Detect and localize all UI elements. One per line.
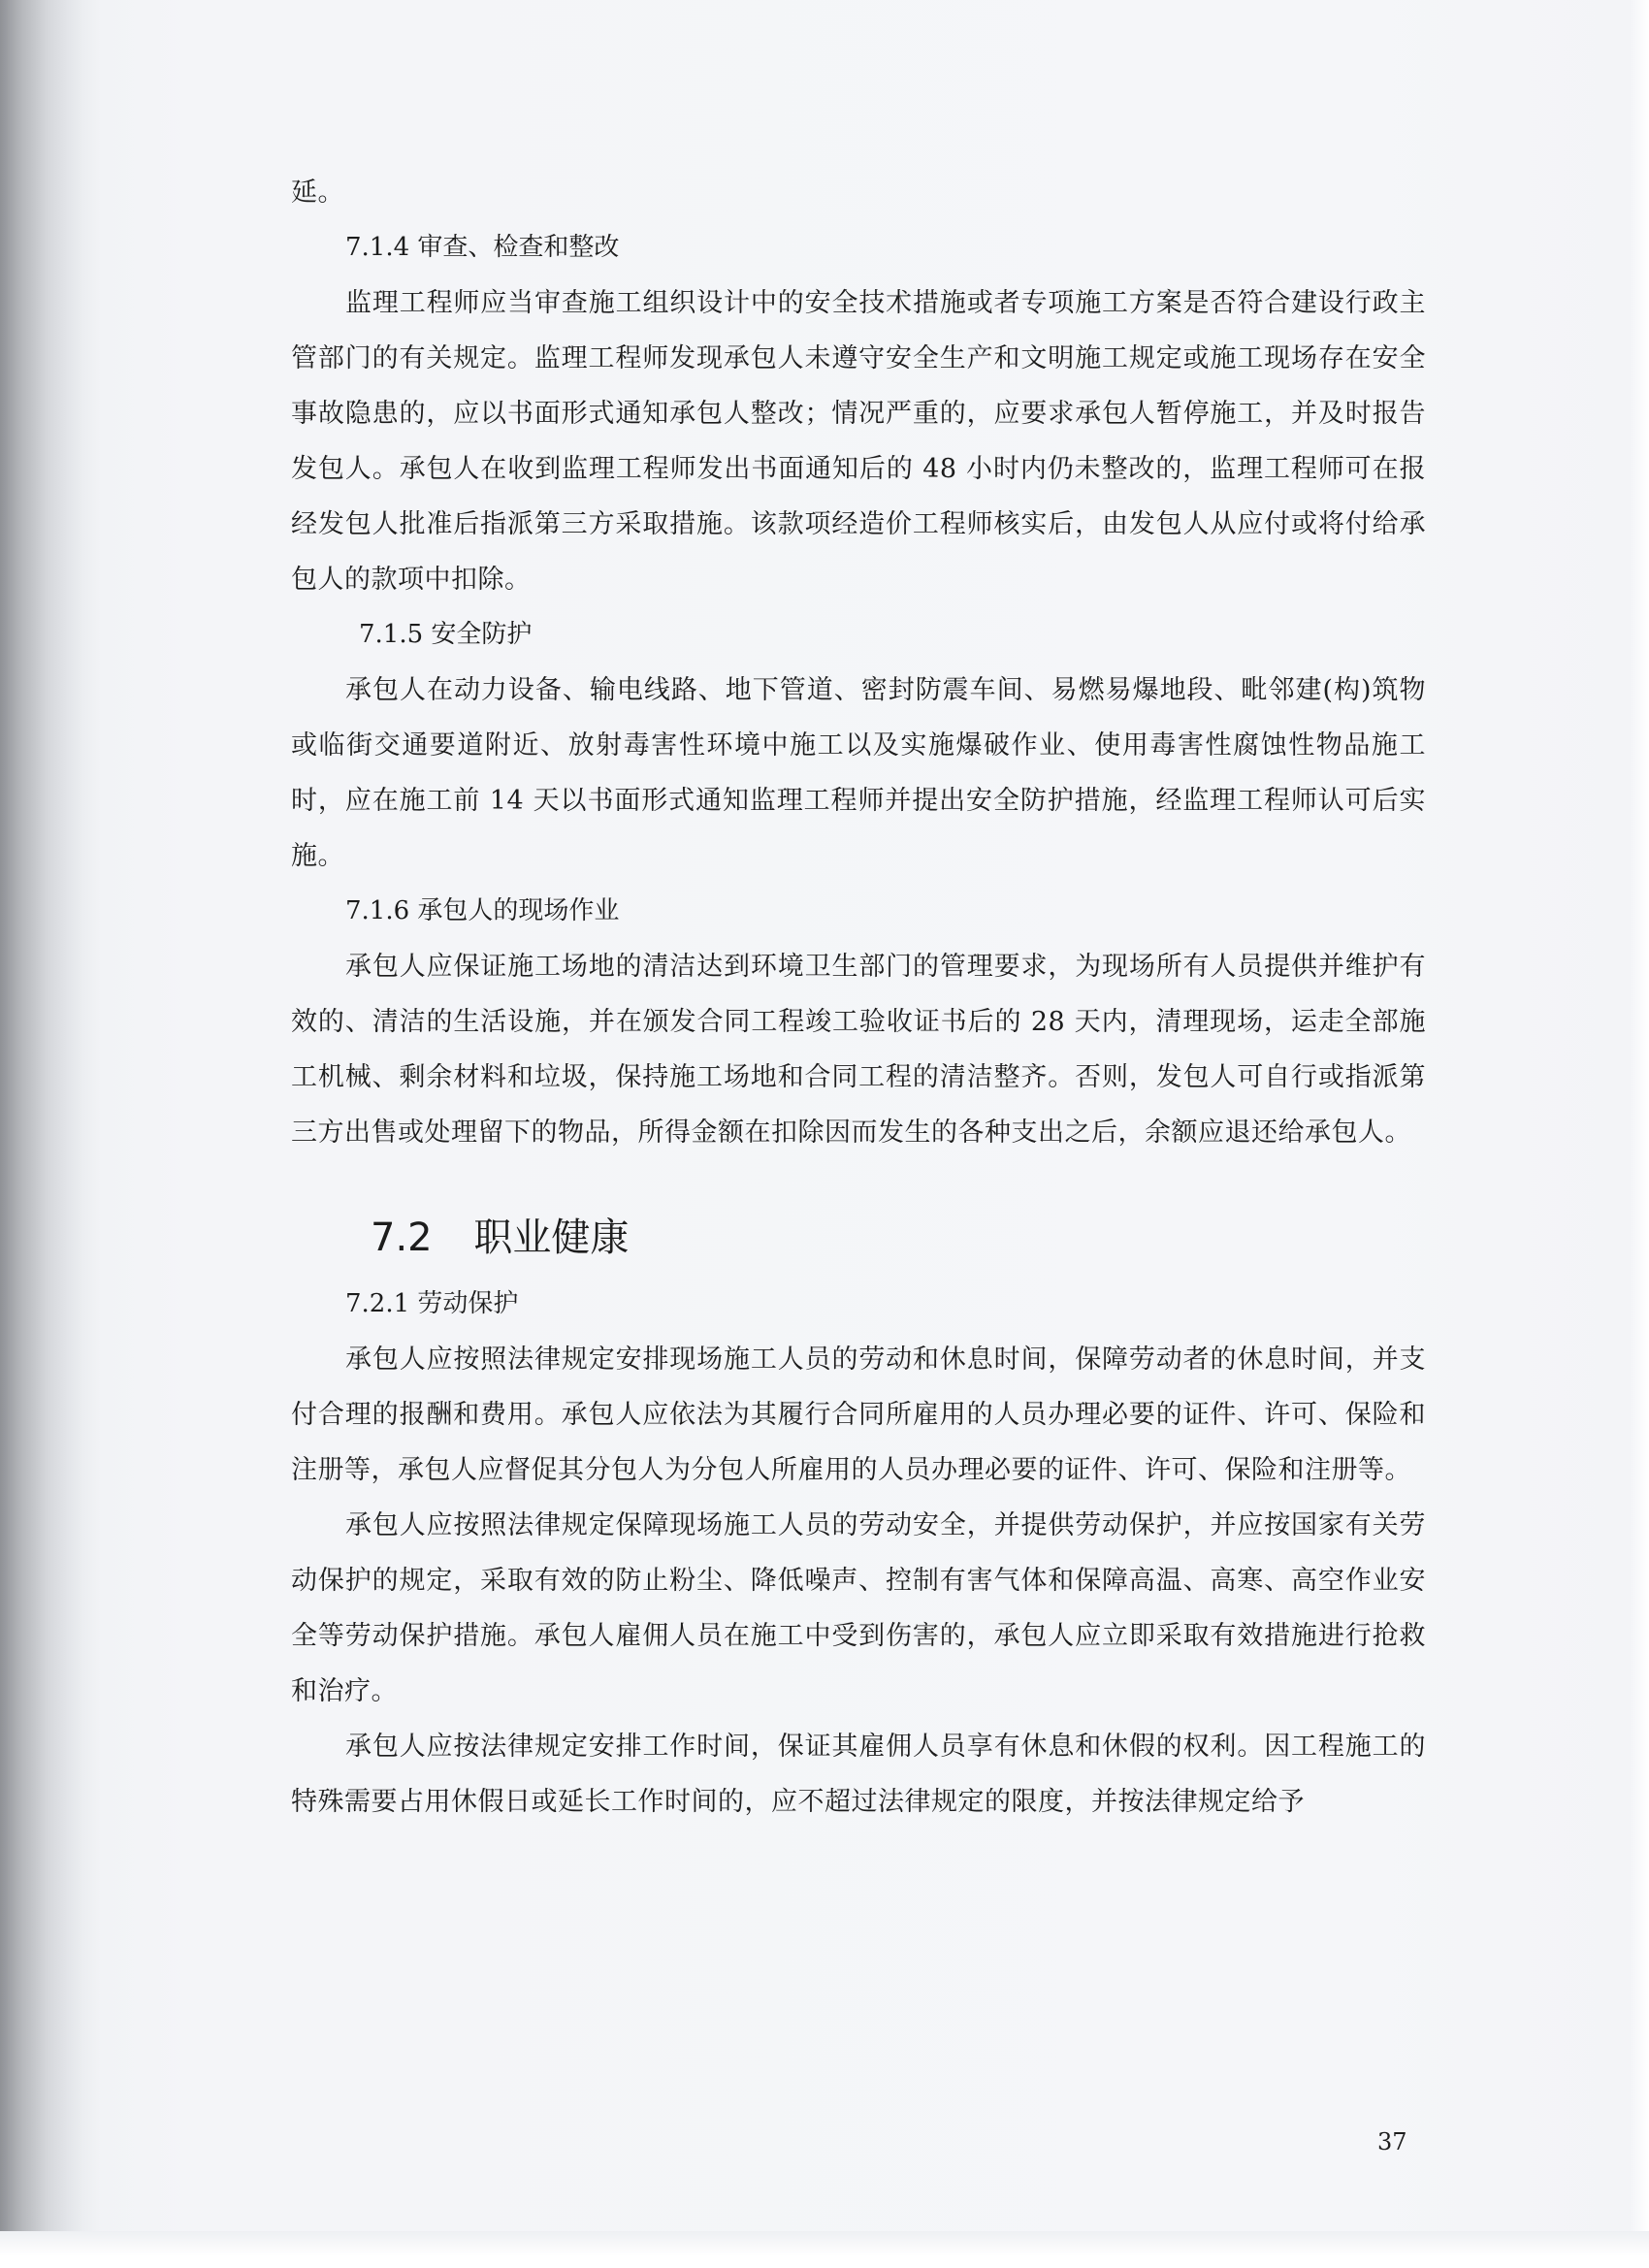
subsection-heading-7-1-6: 7.1.6 承包人的现场作业 (345, 896, 620, 925)
subsection-heading-7-1-4: 7.1.4 审查、检查和整改 (345, 233, 620, 262)
paragraph-7-2-1-c: 承包人应按法律规定安排工作时间，保证其雇佣人员享有休息和休假的权利。因工程施工的特殊需要占用休假日或延长工作时间的，应不超过法律规定的限度，并按法律规定给予 (291, 1732, 1426, 1817)
page-number: 37 (1377, 2128, 1407, 2155)
paragraph-7-1-4: 监理工程师应当审查施工组织设计中的安全技术措施或者专项施工方案是否符合建设行政主管部门的有关规定。监理工程师发现承包人未遵守安全生产和文明施工规定或施工现场存在安全事故隐患的，应以书面形式通知承包人整改；情况严重的，应要求承包人暂停施工，并及时报告发包人。承包人在收到监理工程师发出书面通知后的 48 小时内仍未整改的，监理工程师可在报经发包人批准后指派第三方采取措施。该款项经造价工程师核实后，由发包人从应付或将付给承包人的款项中扣除。 (291, 288, 1426, 595)
subsection-heading-7-2-1: 7.2.1 劳动保护 (345, 1289, 519, 1318)
page-body (291, 165, 1426, 1830)
paragraph-continuation: 延。 (291, 178, 344, 208)
page-bottom-edge (0, 2231, 1649, 2268)
paragraph-7-2-1-b: 承包人应按照法律规定保障现场施工人员的劳动安全，并提供劳动保护，并应按国家有关劳动保护的规定，采取有效的防止粉尘、降低噪声、控制有害气体和保障高温、高寒、高空作业安全等劳动保护措施。承包人雇佣人员在施工中受到伤害的，承包人应立即采取有效措施进行抢救和治疗。 (291, 1510, 1426, 1706)
paragraph-7-2-1-a: 承包人应按照法律规定安排现场施工人员的劳动和休息时间，保障劳动者的休息时间，并支付合理的报酬和费用。承包人应依法为其履行合同所雇用的人员办理必要的证件、许可、保险和注册等，承包人应督促其分包人为分包人所雇用的人员办理必要的证件、许可、保险和注册等。 (291, 1345, 1426, 1485)
subsection-heading-7-1-5: 7.1.5 安全防护 (359, 620, 533, 649)
paragraph-7-1-5: 承包人在动力设备、输电线路、地下管道、密封防震车间、易燃易爆地段、毗邻建(构)筑物或临街交通要道附近、放射毒害性环境中施工以及实施爆破作业、使用毒害性腐蚀性物品施工时，应在施工前 14 天以书面形式通知监理工程师并提出安全防护措施，经监理工程师认可后实施。 (291, 675, 1426, 871)
paragraph-7-1-6: 承包人应保证施工场地的清洁达到环境卫生部门的管理要求，为现场所有人员提供并维护有效的、清洁的生活设施，并在颁发合同工程竣工验收证书后的 28 天内，清理现场，运走全部施工机械、剩余材料和垃圾，保持施工场地和合同工程的清洁整齐。否则，发包人可自行或指派第三方出售或处理留下的物品，所得金额在扣除因而发生的各种支出之后，余额应退还给承包人。 (291, 952, 1426, 1148)
section-heading-7-2: 7.2 职业健康 (371, 1215, 630, 1260)
